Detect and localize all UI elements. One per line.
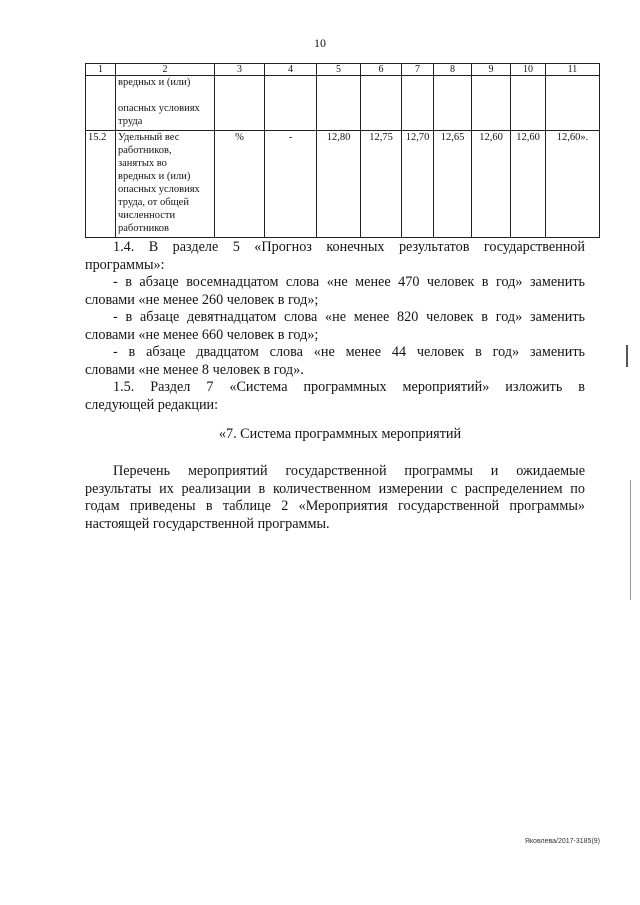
bullet-item-3 xyxy=(85,344,585,379)
header-cell: 4 xyxy=(265,64,317,76)
table-row-15-2 xyxy=(86,131,600,238)
scan-artifact xyxy=(630,480,631,600)
page-number: 10 xyxy=(314,36,326,50)
table-cell-name xyxy=(116,131,215,238)
value-cell: 12,60». xyxy=(546,131,600,238)
header-cell: 10 xyxy=(511,64,546,76)
cell-text-line: опасных условиях xyxy=(118,103,200,114)
table-cell xyxy=(472,76,511,131)
cell-text-line: вредных и (или) xyxy=(118,171,191,182)
text-line: результаты их реализации в количественном измерении с распределением по xyxy=(85,480,585,497)
text-line: словами «не менее 260 человек в год»; xyxy=(85,291,319,308)
table-row-continued xyxy=(86,76,600,131)
table-cell-name xyxy=(116,76,215,131)
text-line: 1.5. Раздел 7 «Система программных мероприятий» изложить в xyxy=(113,379,585,395)
table-cell xyxy=(434,76,472,131)
unit-cell: % xyxy=(215,131,265,238)
paragraph-final xyxy=(85,463,585,533)
section-title: «7. Система программных мероприятий xyxy=(218,426,462,442)
dash-cell: - xyxy=(265,131,317,238)
scan-artifact xyxy=(626,345,628,367)
header-cell: 2 xyxy=(116,64,215,76)
footer-document-code: Яковлева/2017-3185(9) xyxy=(524,838,600,845)
table-cell xyxy=(546,76,600,131)
cell-text-line: вредных и (или) xyxy=(118,77,191,88)
text-line: настоящей государственной программы. xyxy=(85,515,330,532)
value-cell: 12,80 xyxy=(317,131,361,238)
text-line: программы»: xyxy=(85,256,165,273)
text-line: - в абзаце восемнадцатом слова «не менее 470 человек в год» заменить xyxy=(113,274,585,290)
table-cell xyxy=(265,76,317,131)
table-cell xyxy=(361,76,402,131)
text-line: - в абзаце девятнадцатом слова «не менее 820 человек в год» заменить xyxy=(113,309,585,325)
cell-text-line: труда xyxy=(118,116,143,127)
indicators-table xyxy=(85,63,600,238)
value-cell: 12,70 xyxy=(402,131,434,238)
table-cell xyxy=(511,76,546,131)
cell-text-line: Удельный вес xyxy=(118,132,180,143)
header-cell: 7 xyxy=(402,64,434,76)
header-cell: 1 xyxy=(86,64,116,76)
text-line: годам приведены в таблице 2 «Мероприятия государственной программы» xyxy=(85,498,585,514)
header-cell: 9 xyxy=(472,64,511,76)
header-cell: 6 xyxy=(361,64,402,76)
row-number-cell: 15.2 xyxy=(86,131,116,238)
text-line: 1.4. В разделе 5 «Прогноз конечных результатов государственной xyxy=(113,239,585,255)
header-cell: 8 xyxy=(434,64,472,76)
text-line: словами «не менее 660 человек в год»; xyxy=(85,326,319,343)
cell-text-line: работников, xyxy=(118,145,172,156)
bullet-item-2 xyxy=(85,309,585,344)
header-cell: 5 xyxy=(317,64,361,76)
cell-text-line: опасных условиях xyxy=(118,184,200,195)
text-line: словами «не менее 8 человек в год». xyxy=(85,361,304,378)
cell-text-line: работников xyxy=(118,223,169,234)
value-cell: 12,60 xyxy=(472,131,511,238)
paragraph-1-5 xyxy=(85,379,585,414)
text-line: - в абзаце двадцатом слова «не менее 44 человек в год» заменить xyxy=(113,344,585,360)
cell-text-line: труда, от общей xyxy=(118,197,189,208)
cell-text-line: занятых во xyxy=(118,158,167,169)
table-cell xyxy=(402,76,434,131)
text-line: следующей редакции: xyxy=(85,396,219,413)
value-cell: 12,65 xyxy=(434,131,472,238)
cell-text-line: численности xyxy=(118,210,176,221)
value-cell: 12,75 xyxy=(361,131,402,238)
table-cell xyxy=(86,76,116,131)
value-cell: 12,60 xyxy=(511,131,546,238)
table-cell xyxy=(317,76,361,131)
table-header-row xyxy=(86,64,600,76)
paragraph-1-4 xyxy=(85,239,585,274)
text-line: Перечень мероприятий государственной программы и ожидаемые xyxy=(113,463,585,479)
header-cell: 11 xyxy=(546,64,600,76)
bullet-item-1 xyxy=(85,274,585,309)
table-cell xyxy=(215,76,265,131)
header-cell: 3 xyxy=(215,64,265,76)
